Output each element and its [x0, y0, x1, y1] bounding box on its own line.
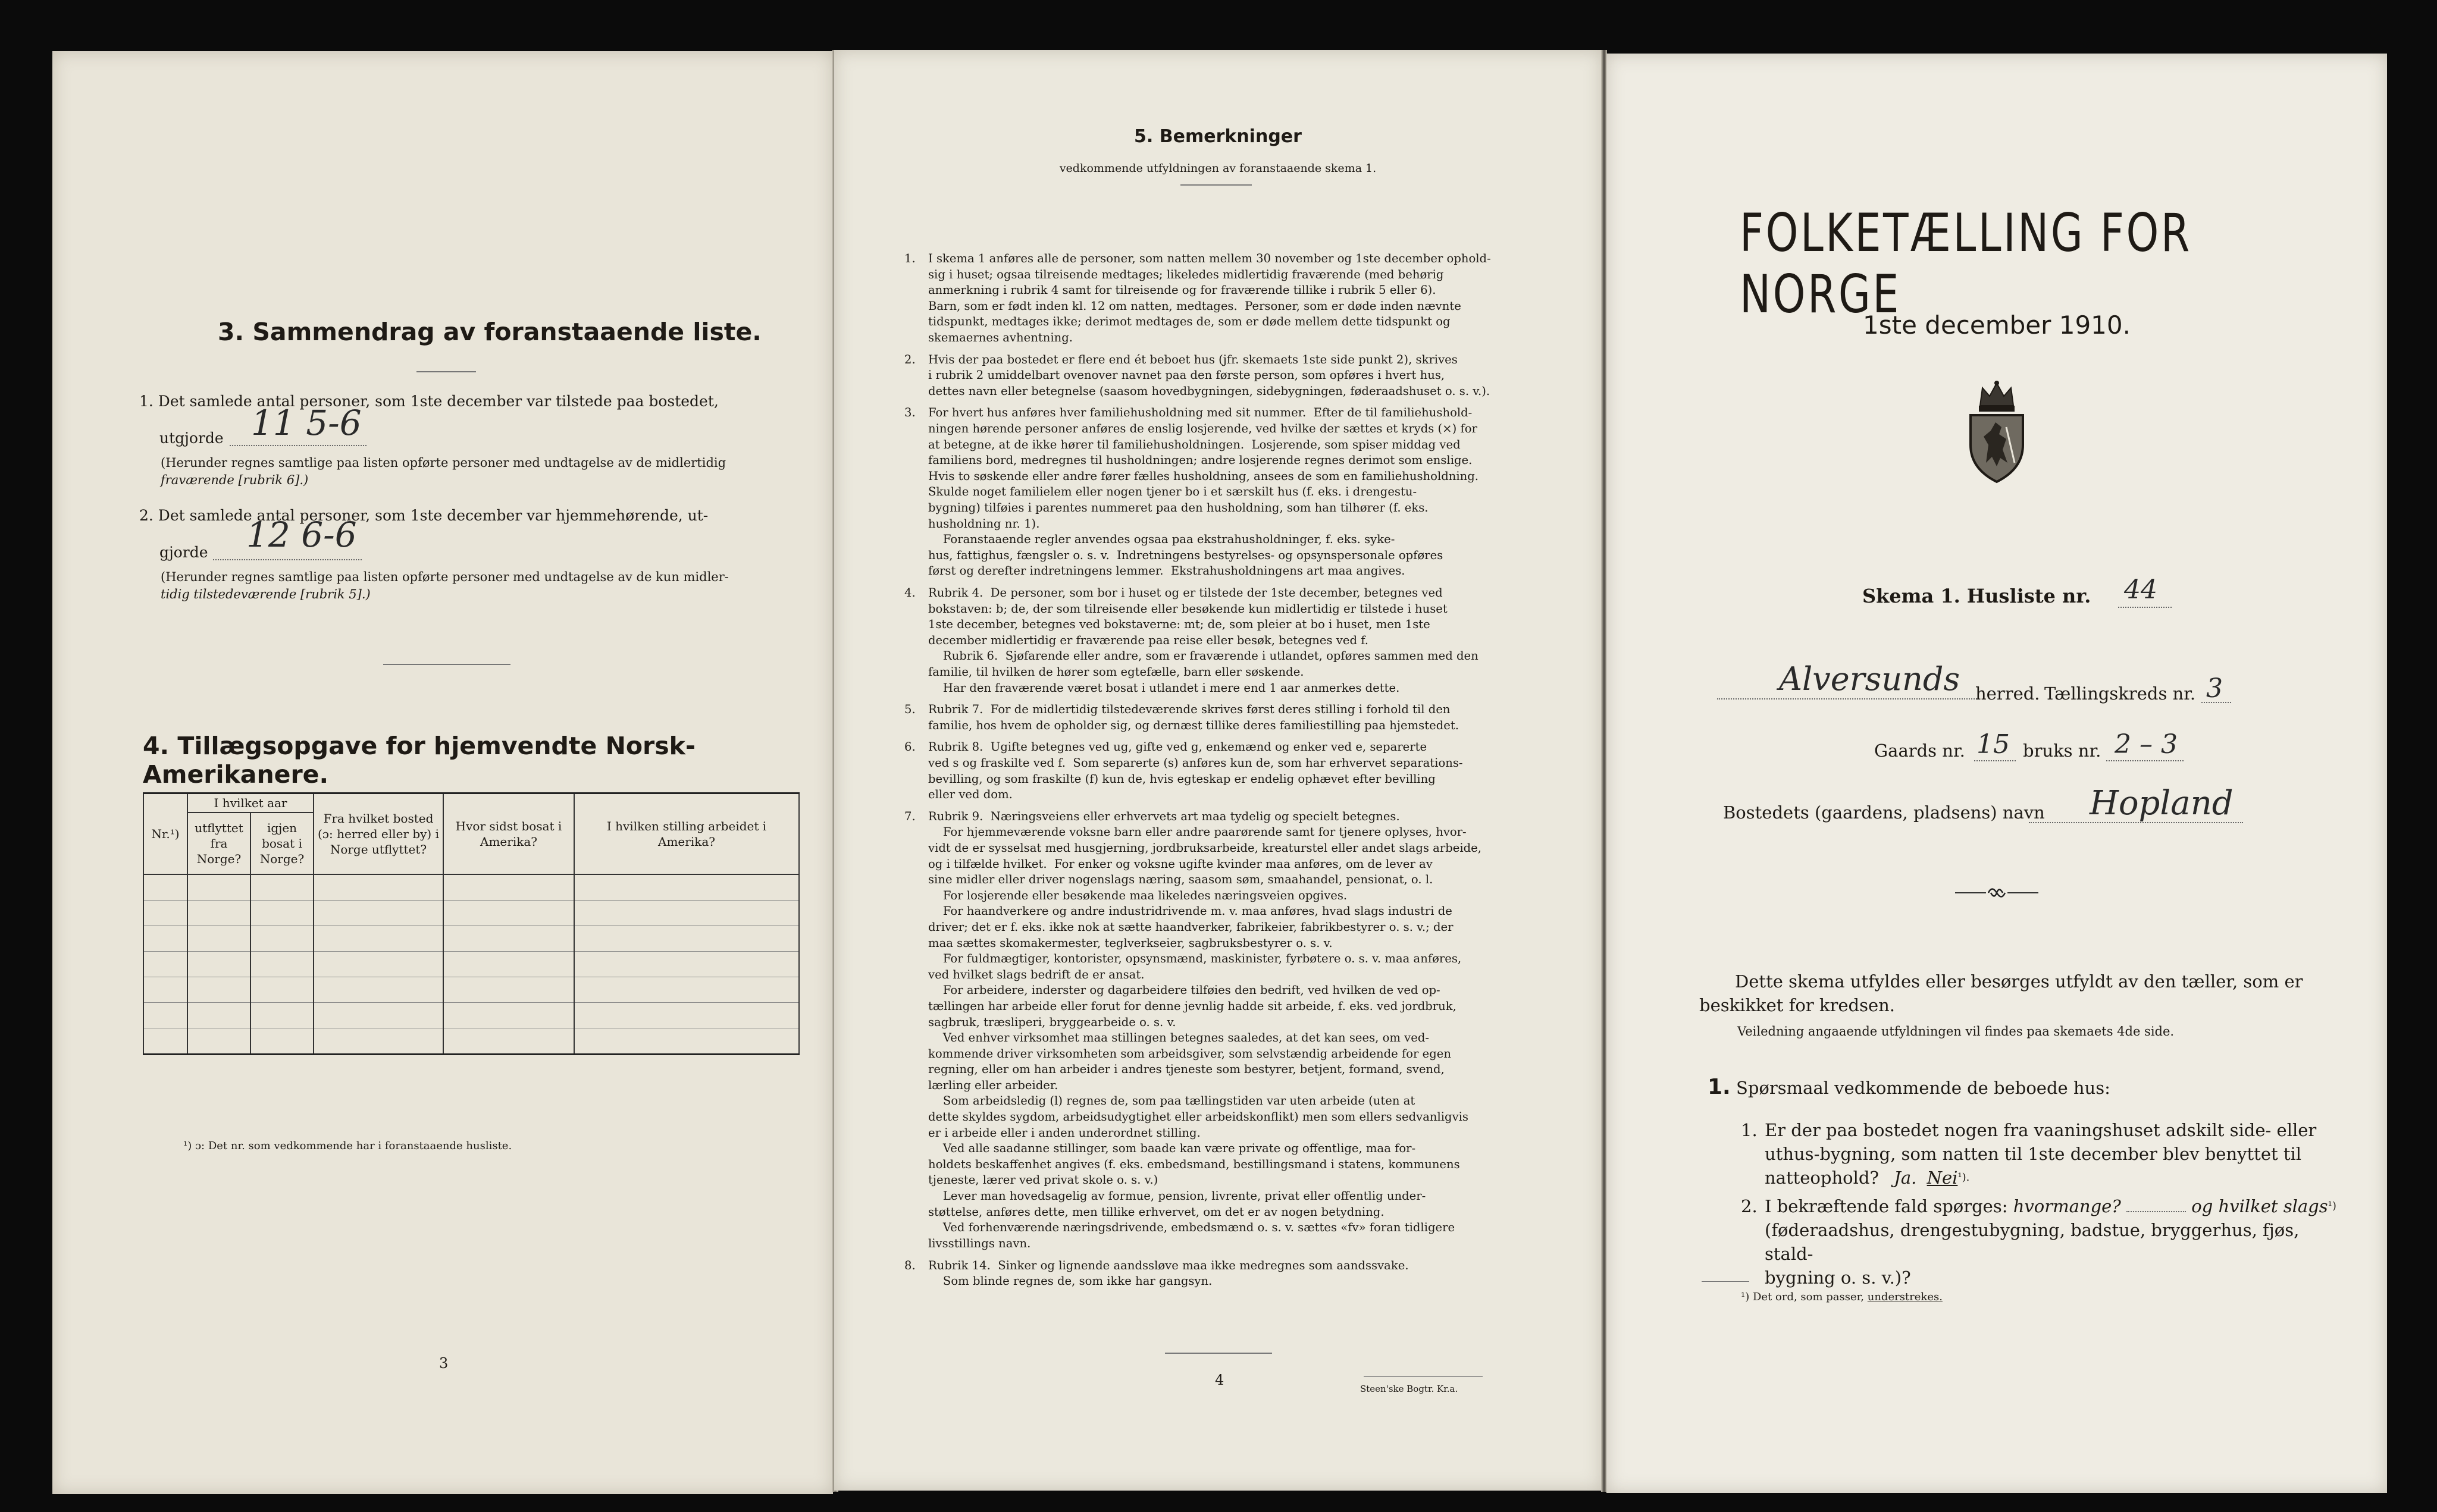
col-nr: Nr.¹) [143, 793, 187, 875]
remark-number: 7. [904, 809, 916, 823]
remark-line: ved hvilket slags bedrift de er ansat. [928, 967, 1145, 981]
col-position: I hvilken stilling arbeidet i Amerika? [574, 793, 799, 875]
utgjorde-label: utgjorde [159, 429, 224, 447]
col-last-residence: Hvor sidst bosat i Amerika? [443, 793, 574, 875]
col-from-place: Fra hvilket bosted (ɔ: herred eller by) i Norge utflyttet? [314, 793, 443, 875]
remark-item [904, 1258, 1529, 1290]
col-emigrated: utflyttet fra Norge? [187, 813, 250, 874]
page-number: 3 [439, 1355, 449, 1372]
remark-line: hus, fattighus, fængsler o. s. v. Indretningens bestyrelses- og opsynspersonale opføres [928, 548, 1443, 562]
remark-line: familie, til hvilken de hører som egtefælle, barn eller søskende. [928, 664, 1304, 679]
remark-line: familiens bord, medregnes til husholdningen; andre losjerende regnes derimot som enslige. [928, 453, 1473, 468]
remark-line: bygning) tilføies i parentes nummeret paa den husholdning, som han tilhører (f. eks. [928, 500, 1429, 515]
remark-line: Lever man hovedsagelig av formue, pension, livrente, privat eller offentlig under- [928, 1189, 1426, 1203]
instruction-text: Dette skema utfyldes eller besørges utfyldt av den tæller, som er beskikket for kredsen. [1699, 971, 2303, 1015]
remark-line: i rubrik 2 umiddelbart ovenover navnet paa den første person, som opføres i hvert hus, [928, 368, 1445, 382]
page-left [52, 51, 833, 1494]
summary-item-2-note: (Herunder regnes samtlige paa listen opførte personer med undtagelse av de kun midler- [161, 570, 729, 584]
remark-line: skemaernes avhentning. [928, 330, 1073, 344]
remark-line: For hvert hus anføres hver familiehusholdning med sit nummer. Efter de til familiehushold- [928, 406, 1473, 420]
remark-line: familie, hos hvem de opholder sig, og dernæst tillike deres familiestilling paa hjemstedet. [928, 718, 1459, 732]
summary-item-1-note: (Herunder regnes samtlige paa listen opførte personer med undtagelse av de midlertidig [161, 456, 726, 470]
remark-line: Barn, som er født inden kl. 12 om natten, medtages. Personer, som er døde inden nævnte [928, 299, 1461, 313]
table-row [143, 952, 799, 977]
remark-item [904, 251, 1529, 346]
supplement-title: 4. Tillægsopgave for hjemvendte Norsk-Amerikanere. [143, 732, 696, 789]
remark-number: 6. [904, 740, 916, 754]
remark-line: For hjemmeværende voksne barn eller andre paarørende samt for tjenere oplyses, hvor- [928, 825, 1467, 839]
col-returned: igjen bosat i Norge? [250, 813, 314, 874]
schema-label: Skema 1. Husliste nr. [1862, 585, 2091, 607]
norwegian-coat-of-arms-icon [1962, 379, 2031, 484]
remark-line: Hvis der paa bostedet er flere end ét beboet hus (jfr. skemaets 1ste side punkt 2), skrives [928, 352, 1458, 366]
remark-line: kommende driver virksomheten som arbeidsgiver, som selvstændig arbeidende for egen [928, 1046, 1452, 1061]
remark-number: 5. [904, 702, 916, 717]
remark-line: husholdning nr. 1). [928, 516, 1040, 531]
remark-number: 2. [904, 352, 916, 366]
remark-line: eller ved dom. [928, 788, 1013, 802]
kreds-label: Tællingskreds nr. [2044, 683, 2196, 704]
remarks-title: 5. Bemerkninger [1134, 126, 1302, 147]
divider [383, 664, 510, 665]
table-footnote: ¹) ɔ: Det nr. som vedkommende har i foranstaaende husliste. [183, 1140, 512, 1152]
remark-line: lærling eller arbeider. [928, 1078, 1058, 1092]
remark-item [904, 352, 1529, 400]
remark-line: ningen hørende personer anføres de enslig losjerende, ved hvilke der sættes et kryds (×) for [928, 421, 1477, 435]
question-2: 2. I bekræftende fald spørges: hvormange? og hvilket slags$^{^1)}$ (føderaadshus, drengestubygning, badstue, bryggerhus, fjøs, stald- bygning o. s. v.)? [1741, 1196, 2336, 1288]
table-row [143, 1028, 799, 1055]
remark-number: 8. [904, 1258, 916, 1272]
remark-line: driver; det er f. eks. ikke nok at sætte haandverker, fabrikeier, fabrikbestyrer o. s. v.; der [928, 920, 1454, 934]
remark-line: først og derefter indretningens lemmer. Ekstrahusholdningens art maa angives. [928, 564, 1405, 578]
remark-line: anmerkning i rubrik 4 samt for tilreisende og for fraværende tillike i rubrik 5 eller 6). [928, 283, 1436, 297]
remarks-subtitle: vedkommende utfyldningen av foranstaaende skema 1. [1059, 162, 1377, 175]
remark-line: Rubrik 7. For de midlertidig tilstedeværende skrives først deres stilling i forhold til den [928, 702, 1451, 717]
remark-line: dettes navn eller betegnelse (saasom hovedbygningen, sidebygningen, føderaadshuset o. s. v.). [928, 384, 1490, 398]
remark-number: 1. [904, 252, 916, 265]
table-row [143, 901, 799, 926]
table-row [143, 926, 799, 952]
remark-line: ved s og fraskilte ved f. Som separerte (s) anføres kun de, som har erhvervet separations- [928, 755, 1463, 770]
answer-ja: Ja. [1894, 1168, 1917, 1188]
herred-label: herred. [1975, 683, 2040, 704]
remark-line: For losjerende eller besøkende maa likeledes næringsveien opgives. [928, 888, 1348, 902]
remark-line: Rubrik 8. Ugifte betegnes ved ug, gifte ved g, enkemænd og enker ved e, separerte [928, 740, 1427, 754]
table-row [143, 874, 799, 901]
remark-line: december midlertidig er fraværende paa reise eller besøk, betegnes ved f. [928, 633, 1369, 647]
bruks-label: bruks nr. [2023, 741, 2101, 761]
remark-line: sine midler eller driver nogenslags næring, saasom søm, smaahandel, pensionat, o. l. [928, 873, 1433, 887]
tilstede-count: 11 5-6 [251, 403, 362, 443]
remark-line: Foranstaaende regler anvendes ogsaa paa ekstrahusholdninger, f. eks. syke- [928, 532, 1395, 547]
remark-line: sagbruk, træsliperi, bryggearbeide o. s. v. [928, 1015, 1176, 1029]
page-middle [834, 50, 1602, 1491]
bruks-nr: 2 – 3 [2115, 729, 2178, 760]
remark-line: Har den fraværende været bosat i utlandet i mere end 1 aar anmerkes dette. [928, 680, 1400, 695]
summary-title: 3. Sammendrag av foranstaaende liste. [218, 318, 762, 346]
remark-line: Ved enhver virksomhet maa stillingen betegnes saaledes, at det kan sees, om ved- [928, 1031, 1430, 1045]
remark-number: 4. [904, 586, 916, 600]
hjemmehorende-count: 12 6-6 [246, 515, 357, 555]
remark-item [904, 405, 1529, 579]
page-number: 4 [1215, 1372, 1224, 1388]
summary-item-2: 2. Det samlede antal personer, som 1ste december var hjemmehørende, ut- gjorde 12 6-6 (Herunder regnes samtlige paa listen opførte personer med undtagelse av de kun midler- tidig tilstedeværende [rubrik 5].) [139, 506, 812, 603]
page-right [1606, 54, 2387, 1493]
col-year-group: I hvilket aar [187, 793, 314, 813]
remark-line: tællingen har arbeide eller forut for denne jevnlig hadde sit arbeide, f. eks. ved jordbruk, [928, 999, 1456, 1013]
remark-line: Ved forhenværende næringsdrivende, embedsmænd o. s. v. sættes «fv» foran tidligere [928, 1221, 1455, 1235]
herred-name: Alversunds [1779, 660, 1960, 698]
gaards-nr: 15 [1976, 729, 2010, 760]
divider [1364, 1376, 1483, 1377]
remark-line: Rubrik 14. Sinker og lignende aandssløve maa ikke medregnes som aandssvake. [928, 1258, 1409, 1272]
remark-line: Rubrik 6. Sjøfarende eller andre, som er fraværende i utlandet, opføres sammen med den [928, 649, 1479, 663]
remark-line: Hvis to søskende eller andre fører fælles husholdning, ansees de som en familiehusholdning. [928, 469, 1479, 483]
summary-item-1-text: 1. Det samlede antal personer, som 1ste december var tilstede paa bostedet, [139, 393, 719, 410]
remark-line: maa sættes skomakermester, teglverkseier, sagbruksbestyrer o. s. v. [928, 936, 1333, 950]
remark-line: støttelse, anføres dette, men tillike erhvervet, om det er av nogen betydning. [928, 1204, 1384, 1219]
question-1: 1. Er der paa bostedet nogen fra vaaningshuset adskilt side- eller uthus-bygning, som natten til 1ste december blev benyttet til natteophold? Ja. Nei$^{^1).}$ [1741, 1120, 2317, 1188]
remark-item [904, 739, 1529, 802]
summary-item-1: 1. Det samlede antal personer, som 1ste december var tilstede paa bostedet, utgjorde 11 5-6 (Herunder regnes samtlige paa listen opførte personer med undtagelse av de midlertidig fraværende [rubrik 6].) [139, 391, 812, 489]
remark-line: Skulde noget familielem eller nogen tjener bo i et særskilt hus (f. eks. i drengestu- [928, 485, 1417, 499]
remark-line: bevilling, og som fraskilte (f) kun de, hvis egteskap er endelig ophævet efter bevilling [928, 771, 1436, 786]
printer-imprint: Steen'ske Bogtr. Kr.a. [1360, 1384, 1458, 1394]
remark-line: at betegne, at de ikke hører til familiehusholdningen. Losjerende, som spiser middag ved [928, 437, 1461, 451]
remark-line: tidspunkt, medtages ikke; derimot medtages de, som er døde mellem dette tidspunkt og [928, 315, 1451, 329]
questions-heading: 1. Spørsmaal vedkommende de beboede hus: [1708, 1075, 2110, 1099]
remark-line: sig i huset; ogsaa tilreisende medtages; likeledes midlertidig fraværende (med behørig [928, 267, 1444, 281]
remark-line: dette skyldes sygdom, arbeidsudygtighet eller arbeidskonflikt) men som ellers sedvanligvis [928, 1110, 1468, 1124]
remark-item [904, 809, 1529, 1252]
divider [1180, 184, 1252, 186]
remark-line: bokstaven: b; de, der som tilreisende eller besøkende kun midlertidig er tilstede i huset [928, 601, 1448, 616]
remark-line: Rubrik 4. De personer, som bor i huset og er tilstede der 1ste december, betegnes ved [928, 586, 1443, 600]
remark-line: I skema 1 anføres alle de personer, som natten mellem 30 november og 1ste december ophold- [928, 252, 1491, 265]
remark-line: regning, eller om han arbeider i andres tjeneste som bestyrer, betjent, formand, svend, [928, 1062, 1445, 1077]
remark-line: holdets beskaffenhet angives (f. eks. embedsmand, bestillingsmand i statens, kommunens [928, 1157, 1460, 1171]
guidance-text: Veiledning angaaende utfyldningen vil findes paa skemaets 4de side. [1737, 1024, 2175, 1039]
form-main-title: FOLKETÆLLING FOR NORGE [1740, 202, 2192, 325]
divider [1165, 1353, 1272, 1354]
remark-line: Som blinde regnes de, som ikke har gangsyn. [928, 1274, 1213, 1288]
remark-line: vidt de er sysselsat med husgjerning, jordbruksarbeide, kreaturstel eller andet slags arbeide, [928, 840, 1481, 855]
divider [1702, 1281, 1749, 1282]
remark-line: er i arbeide eller i anden underordnet stilling. [928, 1125, 1201, 1140]
census-date: 1ste december 1910. [1863, 310, 2131, 340]
remark-line: livsstillings navn. [928, 1236, 1031, 1250]
remark-number: 3. [904, 406, 916, 420]
summary-item-2-text: 2. Det samlede antal personer, som 1ste december var hjemmehørende, ut- [139, 507, 709, 524]
remark-line: 1ste december, betegnes ved bokstaverne: mt; de, som pleier at bo i huset, men 1ste [928, 617, 1430, 632]
norsk-amerikanere-table [143, 792, 800, 1055]
divider [416, 371, 476, 372]
remark-line: tjeneste, lærer ved privat skole o. s. v.) [928, 1173, 1158, 1187]
remark-line: og i tilfælde hvilket. For enker og voksne ugifte kvinder maa anføres, om de lever av [928, 857, 1433, 871]
answer-nei-selected: Nei [1927, 1168, 1958, 1188]
gjorde-label: gjorde [159, 544, 208, 561]
gaards-label: Gaards nr. [1874, 741, 1965, 761]
remark-line: Rubrik 9. Næringsveiens eller erhvervets art maa tydelig og specielt betegnes. [928, 809, 1400, 823]
bosted-name: Hopland [2090, 784, 2234, 823]
remark-item [904, 585, 1529, 696]
husliste-nr: 44 [2124, 575, 2157, 605]
table-row [143, 1003, 799, 1028]
ornament-flourish-icon [1955, 884, 2038, 902]
remark-line: For haandverkere og andre industridrivende m. v. maa anføres, hvad slags industri de [928, 904, 1452, 918]
remark-item [904, 702, 1529, 733]
remark-line: For fuldmægtiger, kontorister, opsynsmænd, maskinister, fyrbøtere o. s. v. maa anføres, [928, 952, 1462, 966]
bosted-label: Bostedets (gaardens, pladsens) navn [1723, 802, 2045, 823]
page-footnote: ¹) Det ord, som passer, understrekes. [1741, 1291, 1943, 1303]
remark-line: Ved alle saadanne stillinger, som baade kan være private og offentlige, maa for- [928, 1141, 1416, 1156]
remark-line: For arbeidere, inderster og dagarbeidere tilføies den bedrift, ved hvilken de ved op- [928, 983, 1440, 997]
table-row [143, 977, 799, 1003]
kreds-nr: 3 [2206, 673, 2223, 704]
remark-line: Som arbeidsledig (l) regnes de, som paa tællingstiden var uten arbeide (uten at [928, 1094, 1415, 1108]
